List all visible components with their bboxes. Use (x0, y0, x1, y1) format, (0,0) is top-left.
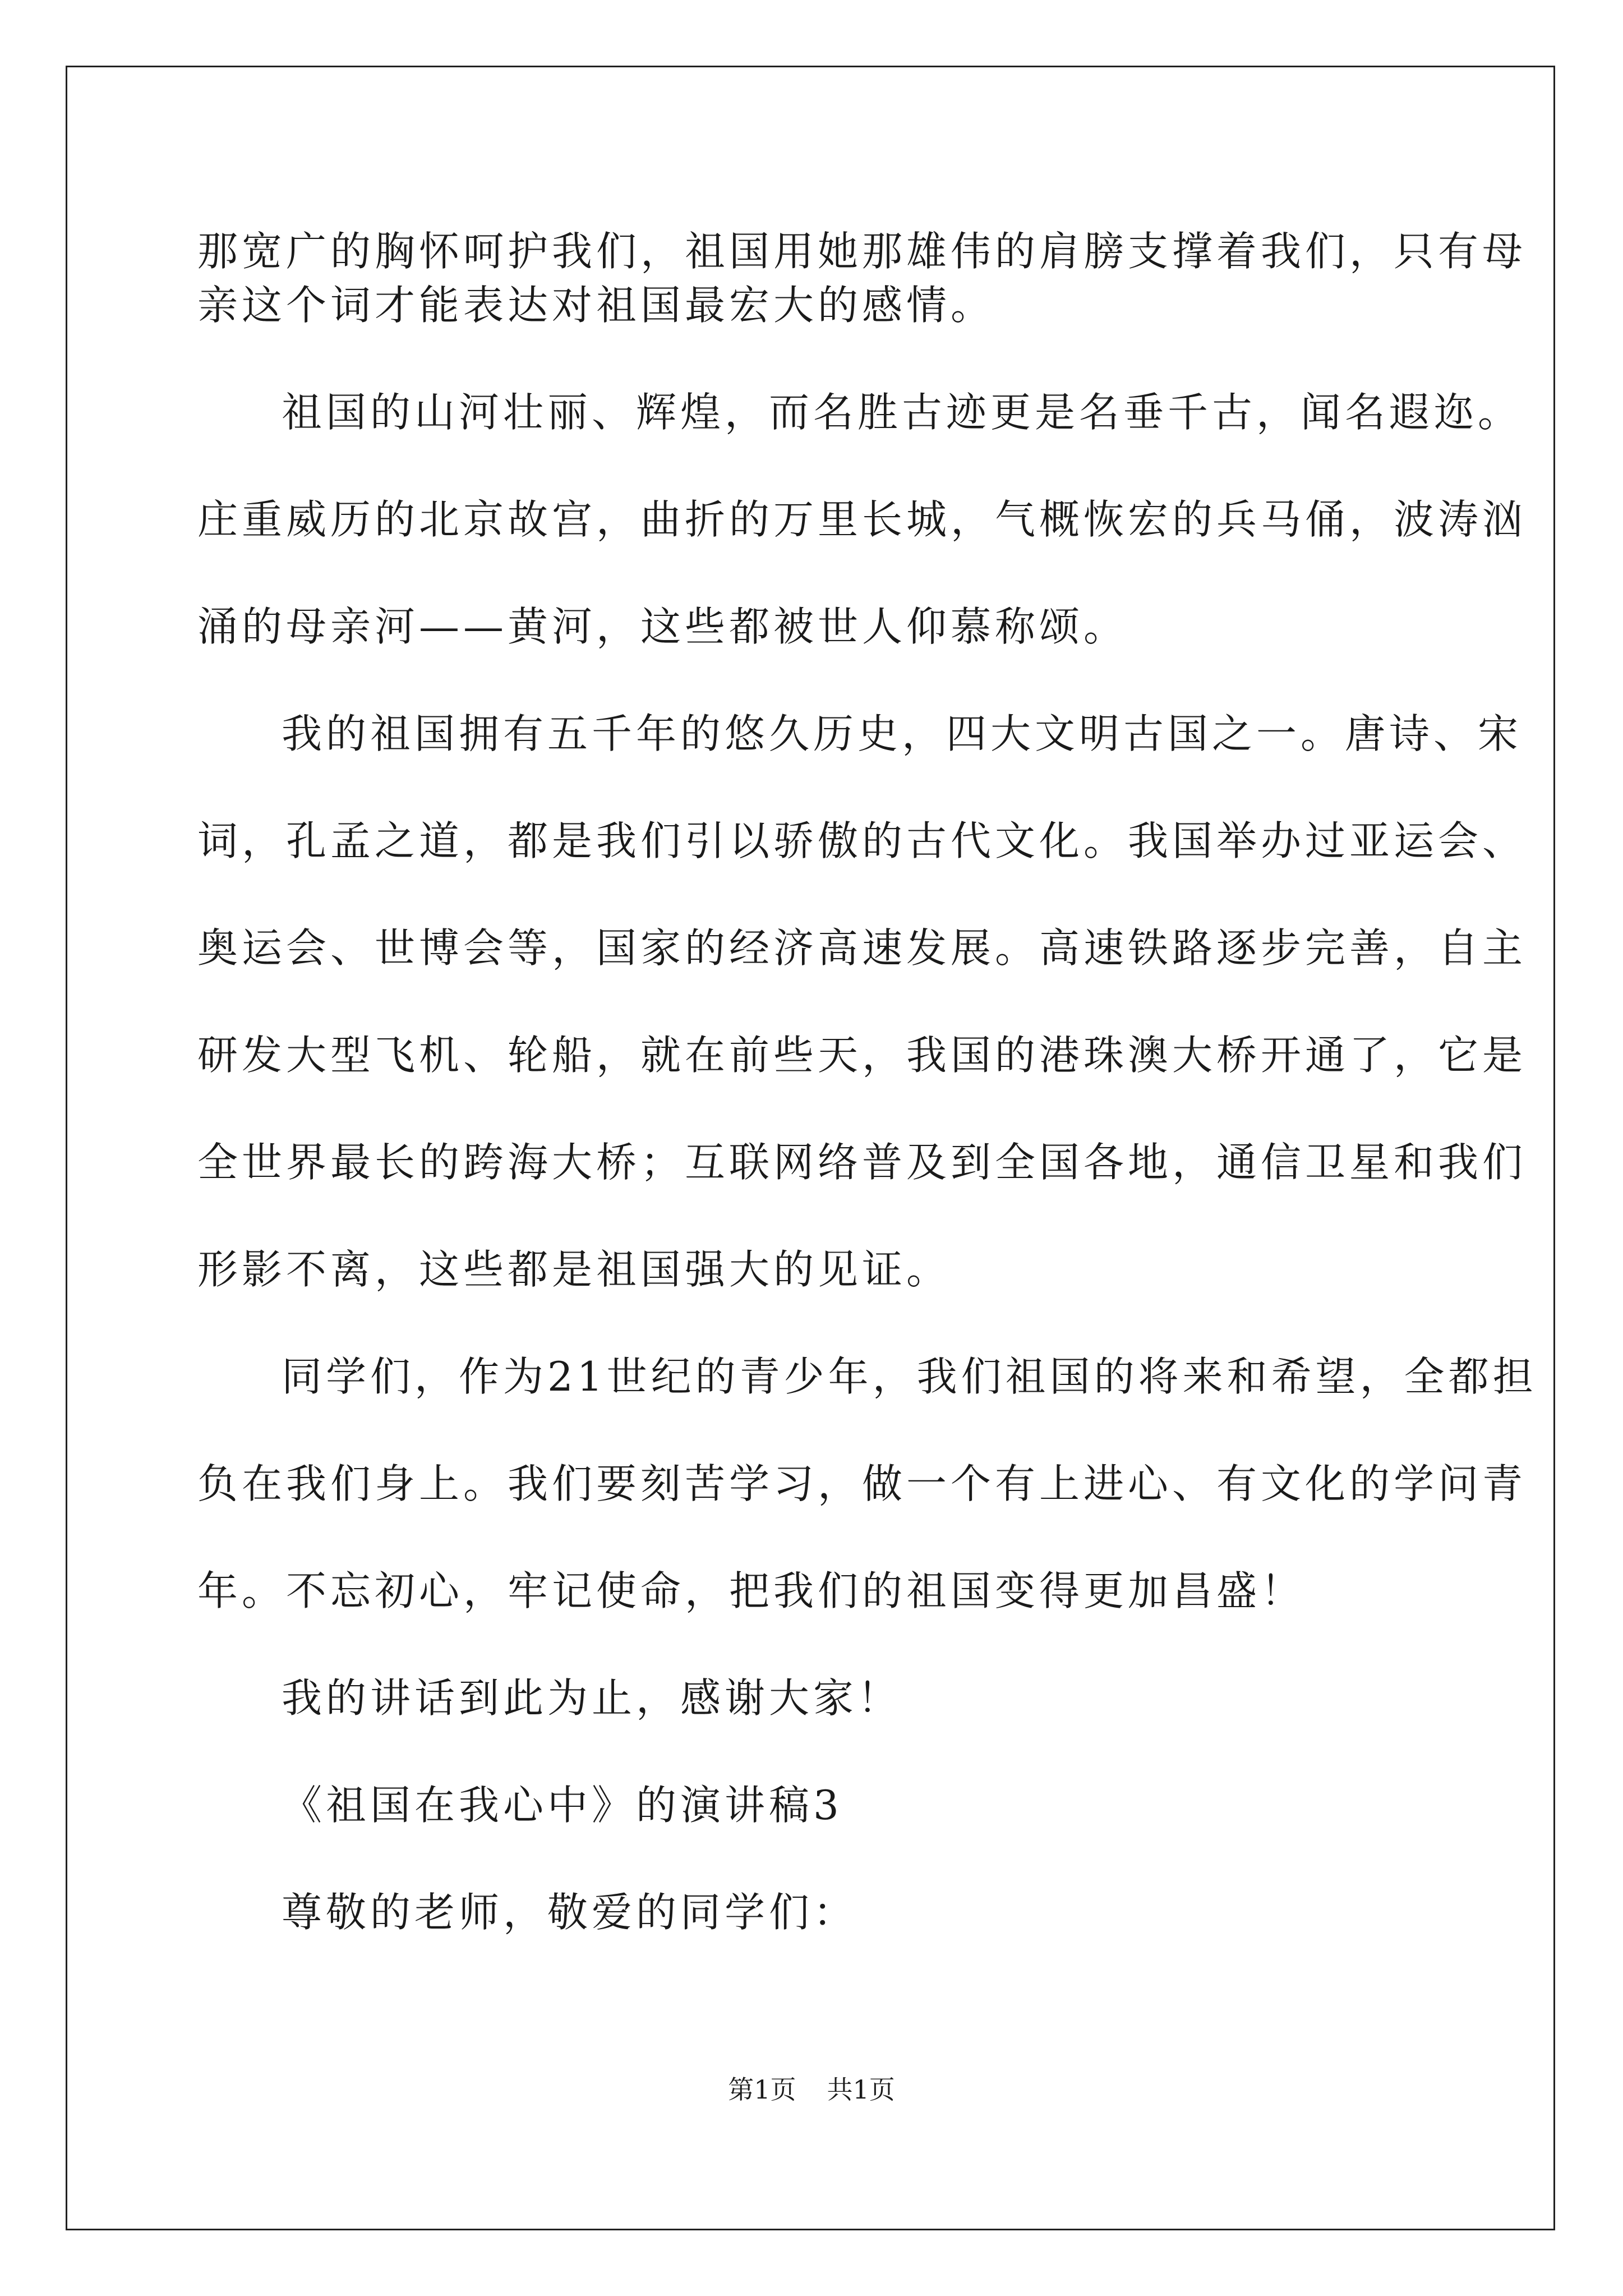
paragraph-first-line: 祖国的山河壮丽、辉煌，而名胜古迹更是名垂千古，闻名遐迩。 (282, 389, 1523, 436)
page-footer (0, 2073, 1623, 2106)
text-line: 奥运会、世博会等，国家的经济高速发展。高速铁路逐步完善，自主 (197, 924, 1527, 972)
speech-title: 《祖国在我心中》的演讲稿3 (282, 1782, 843, 1829)
text-line: 负在我们身上。我们要刻苦学习，做一个有上进心、有文化的学问青 (197, 1460, 1527, 1507)
page-number-total: 共1页 (827, 2074, 895, 2105)
salutation: 尊敬的老师，敬爱的同学们： (282, 1889, 858, 1936)
paragraph-first-line: 我的讲话到此为止，感谢大家！ (282, 1674, 902, 1722)
paragraph-first-line: 同学们，作为21世纪的青少年，我们祖国的将来和希望，全都担 (282, 1353, 1537, 1400)
text-line: 词，孔孟之道，都是我们引以骄傲的古代文化。我国举办过亚运会、 (197, 817, 1527, 864)
text-line: 研发大型飞机、轮船，就在前些天，我国的港珠澳大桥开通了，它是 (197, 1032, 1527, 1079)
text-line: 全世界最长的跨海大桥；互联网络普及到全国各地，通信卫星和我们 (197, 1139, 1527, 1186)
text-line: 亲这个词才能表达对祖国最宏大的感情。 (197, 282, 995, 329)
text-line: 庄重威历的北京故宫，曲折的万里长城，气概恢宏的兵马俑，波涛汹 (197, 496, 1527, 543)
paragraph-first-line: 我的祖国拥有五千年的悠久历史，四大文明古国之一。唐诗、宋 (282, 710, 1523, 757)
text-line: 形影不离，这些都是祖国强大的见证。 (197, 1246, 951, 1293)
page-number-current: 第1页 (728, 2074, 796, 2105)
document-body (197, 224, 1537, 1939)
text-line: 年。不忘初心，牢记使命，把我们的祖国变得更加昌盛！ (197, 1567, 1306, 1614)
text-line: 涌的母亲河——黄河，这些都被世人仰慕称颂。 (197, 603, 1128, 650)
text-line: 那宽广的胸怀呵护我们，祖国用她那雄伟的肩膀支撑着我们，只有母 (197, 228, 1527, 275)
